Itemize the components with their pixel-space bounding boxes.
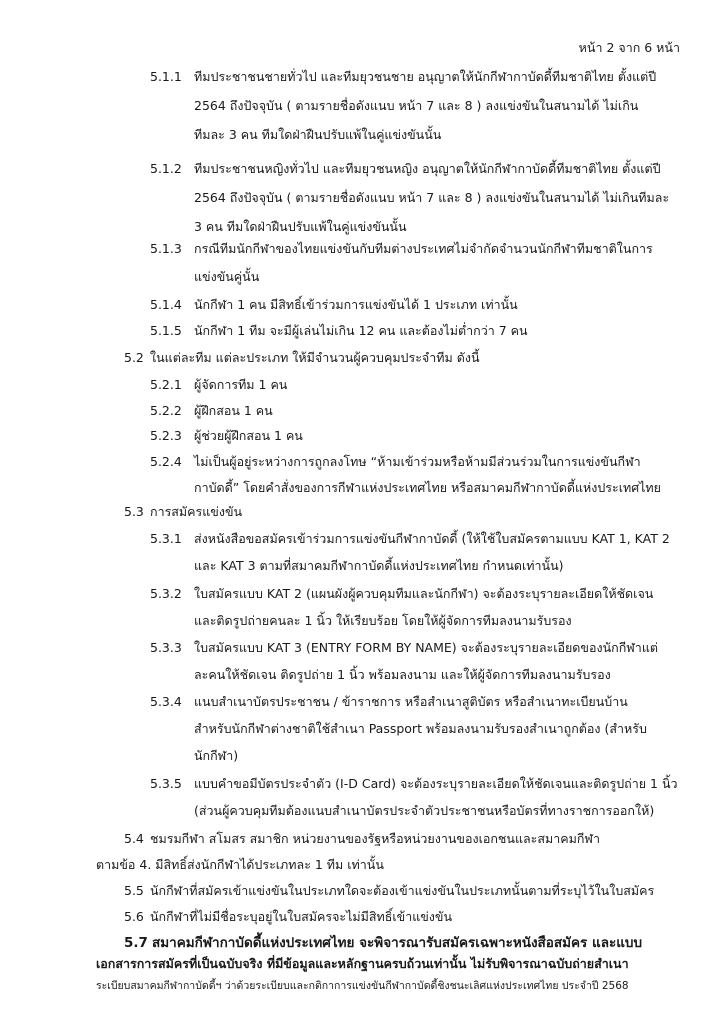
item-number: 5.2.4 <box>150 454 182 469</box>
item-number: 5.3.4 <box>150 694 182 709</box>
item-5-1-1-line-1: ทีมประชาชนชายทั่วไป และทีมยุวชนชาย อนุญาตให้นักกีฬากาบัดดี้ทีมชาติไทย ตั้งแต่ปี <box>194 69 657 84</box>
item-number: 5.4 <box>124 831 144 846</box>
item-5-3-4-line-3: นักกีฬา) <box>194 748 239 763</box>
item-number: 5.6 <box>124 909 144 924</box>
page-indicator: หน้า 2 จาก 6 หน้า <box>578 40 680 55</box>
item-number: 5.1.5 <box>150 323 182 338</box>
item-5-1-2-line-1: ทีมประชาชนหญิงทั่วไป และทีมยุวชนหญิง อนุญาตให้นักกีฬากาบัดดี้ทีมชาติไทย ตั้งแต่ปี <box>194 161 661 176</box>
item-number: 5.3.2 <box>150 586 182 601</box>
item-5-3-4-line-2: สำหรับนักกีฬาต่างชาติใช้สำเนา Passport พร้อมลงนามรับรองสำเนาถูกต้อง (สำหรับ <box>194 721 647 736</box>
item-number: 5.1.2 <box>150 161 182 176</box>
item-5-3-1-line-2: และ KAT 3 ตามที่สมาคมกีฬากาบัดดี้แห่งประเทศไทย กำหนดเท่านั้น) <box>194 558 564 573</box>
item-5-5-text: นักกีฬาที่สมัครเข้าแข่งขันในประเภทใดจะต้องเข้าแข่งขันในประเภทนั้นตามที่ระบุไว้ในใบสมัคร <box>150 883 655 898</box>
item-number: 5.1.1 <box>150 69 182 84</box>
item-number: 5.1.3 <box>150 241 182 256</box>
item-5-3-1-line-1: ส่งหนังสือขอสมัครเข้าร่วมการแข่งขันกีฬากาบัดดี้ (ให้ใช้ใบสมัครตามแบบ KAT 1, KAT 2 <box>194 531 670 546</box>
item-number: 5.3.5 <box>150 776 182 791</box>
item-5-3-4-line-1: แนบสำเนาบัตรประชาชน / ข้าราชการ หรือสำเนาสูติบัตร หรือสำเนาทะเบียนบ้าน <box>194 694 628 709</box>
item-5-1-1-line-3: ทีมละ 3 คน ทีมใดฝ่าฝืนปรับแพ้ในคู่แข่งขันนั้น <box>194 127 442 142</box>
item-5-3-2-line-1: ใบสมัครแบบ KAT 2 (แผนผังผู้ควบคุมทีมและนักกีฬา) จะต้องระบุรายละเอียดให้ชัดเจน <box>194 586 654 601</box>
item-number: 5.2.3 <box>150 428 182 443</box>
item-5-6-text: นักกีฬาที่ไม่มีชื่อระบุอยู่ในใบสมัครจะไม่มีสิทธิ์เข้าแข่งขัน <box>150 909 453 924</box>
item-5-7-line-1: สมาคมกีฬากาบัดดี้แห่งประเทศไทย จะพิจารณารับสมัครเฉพาะหนังสือสมัคร และแบบ <box>152 935 643 951</box>
item-5-2-4-line-1: ไม่เป็นผู้อยู่ระหว่างการถูกลงโทษ “ห้ามเข้าร่วมหรือห้ามมีส่วนร่วมในการแข่งขันกีฬา <box>194 454 641 469</box>
item-5-2-4-line-2: กาบัดดี้” โดยคำสั่งของการกีฬาแห่งประเทศไทย หรือสมาคมกีฬากาบัดดี้แห่งประเทศไทย <box>194 480 661 495</box>
item-5-3-3-line-1: ใบสมัครแบบ KAT 3 (ENTRY FORM BY NAME) จะต้องระบุรายละเอียดของนักกีฬาแต่ <box>194 640 658 655</box>
item-5-4-line-2: ตามข้อ 4. มีสิทธิ์ส่งนักกีฬาได้ประเภทละ 1 ทีม เท่านั้น <box>96 857 384 872</box>
item-5-3-5-line-2: (ส่วนผู้ควบคุมทีมต้องแนบสำเนาบัตรประจำตัวประชาชนหรือบัตรที่ทางราชการออกให้) <box>194 803 655 818</box>
item-5-2-text: ในแต่ละทีม แต่ละประเภท ให้มีจำนวนผู้ควบคุมประจำทีม ดังนี้ <box>150 350 480 365</box>
item-5-7-line-2: เอกสารการสมัครที่เป็นฉบับจริง ที่มีข้อมูลและหลักฐานครบถ้วนเท่านั้น ไม่รับพิจารณาฉบับถ่ายสำเนา <box>96 956 629 971</box>
item-5-4-line-1: ชมรมกีฬา สโมสร สมาชิก หน่วยงานของรัฐหรือหน่วยงานของเอกชนและสมาคมกีฬา <box>150 831 600 846</box>
item-5-1-4-text: นักกีฬา 1 คน มีสิทธิ์เข้าร่วมการแข่งขันได้ 1 ประเภท เท่านั้น <box>194 297 518 312</box>
item-5-1-1-line-2: 2564 ถึงปัจจุบัน ( ตามรายชื่อดังแนบ หน้า 7 และ 8 ) ลงแข่งขันในสนามได้ ไม่เกิน <box>194 98 639 113</box>
item-number: 5.5 <box>124 883 144 898</box>
item-5-3-3-line-2: ละคนให้ชัดเจน ติดรูปถ่าย 1 นิ้ว พร้อมลงนาม และให้ผู้จัดการทีมลงนามรับรอง <box>194 667 611 682</box>
item-5-1-3-line-1: กรณีทีมนักกีฬาของไทยแข่งขันกับทีมต่างประเทศไม่จำกัดจำนวนนักกีฬาทีมชาติในการ <box>194 241 653 256</box>
item-number: 5.2.2 <box>150 403 182 418</box>
item-number: 5.2 <box>124 350 144 365</box>
item-number: 5.3.3 <box>150 640 182 655</box>
item-number: 5.3 <box>124 504 144 519</box>
item-5-2-1-text: ผู้จัดการทีม 1 คน <box>194 377 288 392</box>
item-5-2-3-text: ผู้ช่วยผู้ฝึกสอน 1 คน <box>194 428 303 443</box>
page-footer: ระเบียบสมาคมกีฬากาบัดดี้ฯ ว่าด้วยระเบียบและกติกาการแข่งขันกีฬากาบัดดี้ชิงชนะเลิศแห่งประเทศไทย ประจำปี 2568 <box>96 980 629 992</box>
item-5-3-text: การสมัครแข่งขัน <box>150 504 243 519</box>
item-5-1-3-line-2: แข่งขันคู่นั้น <box>194 269 260 284</box>
item-5-1-5-text: นักกีฬา 1 ทีม จะมีผู้เล่นไม่เกิน 12 คน และต้องไม่ต่ำกว่า 7 คน <box>194 323 528 338</box>
item-5-3-2-line-2: และติดรูปถ่ายคนละ 1 นิ้ว ให้เรียบร้อย โดยให้ผู้จัดการทีมลงนามรับรอง <box>194 613 572 628</box>
item-5-3-5-line-1: แบบคำขอมีบัตรประจำตัว (I-D Card) จะต้องระบุรายละเอียดให้ชัดเจนและติดรูปถ่าย 1 นิ้ว <box>194 776 678 791</box>
item-5-1-2-line-2: 2564 ถึงปัจจุบัน ( ตามรายชื่อดังแนบ หน้า 7 และ 8 ) ลงแข่งขันในสนามได้ ไม่เกินทีมละ <box>194 190 670 205</box>
item-number: 5.1.4 <box>150 297 182 312</box>
item-number: 5.2.1 <box>150 377 182 392</box>
item-number: 5.3.1 <box>150 531 182 546</box>
item-number: 5.7 <box>124 935 148 951</box>
item-5-2-2-text: ผู้ฝึกสอน 1 คน <box>194 403 273 418</box>
item-5-1-2-line-3: 3 คน ทีมใดฝ่าฝืนปรับแพ้ในคู่แข่งขันนั้น <box>194 219 407 234</box>
